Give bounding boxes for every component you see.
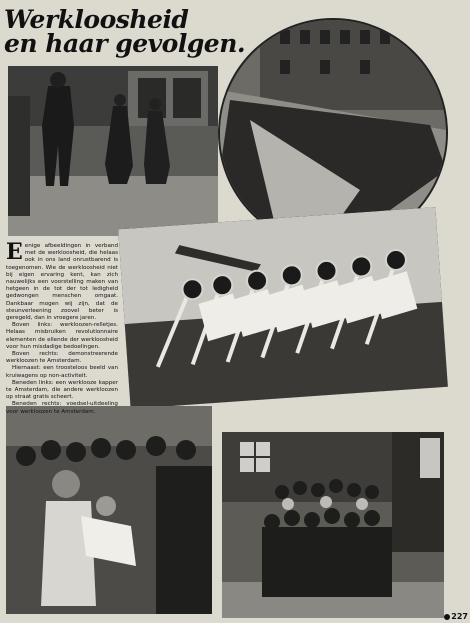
title-line-1: Werkloosheid bbox=[4, 5, 189, 34]
caption-bottom-right: Beneden rechts: voedsel-uitdeeling voor werkloozen te Amsterdam. bbox=[6, 401, 118, 415]
caption-top-left: Boven links: werkloozen-relletjes. Helaas misbruiken revolutionnaire elementen de ellende der werkloosheid voor hun misdadige bedoelingen. bbox=[6, 322, 118, 350]
caption-middle: Hiernaast: een troosteloos beeld van kruiwagens op non-activiteit. bbox=[6, 365, 118, 379]
filled-circle-icon bbox=[444, 614, 450, 620]
caption-bottom-left: Beneden links: een werklooze kapper te Amsterdam, die andere werkloozen op straat gratis scheert. bbox=[6, 379, 118, 401]
article-text bbox=[6, 239, 118, 416]
caption-top-right: Boven rechts: demonstreerende werkloozen te Amsterdam. bbox=[6, 351, 118, 365]
photo-food-distribution bbox=[222, 432, 444, 618]
title-line-2: en haar gevolgen. bbox=[4, 29, 246, 58]
photo-riots bbox=[8, 66, 218, 236]
page-number bbox=[444, 612, 468, 621]
page-title bbox=[4, 5, 274, 58]
article-intro bbox=[6, 239, 118, 322]
page-number-text: 227 bbox=[451, 612, 468, 621]
photo-barber bbox=[6, 406, 212, 614]
drop-cap: E bbox=[6, 239, 23, 265]
article-intro-text: enige afbeeldingen in verband met de werkloosheid, die helaas ook in ons land onrustbarend is toegenomen. Wie de werkloosheid niet bij eigen ervaring kent, kan zich nauwelijks een voorstelling maken van hetgeen in de tot der tot ledigheid gedwongen menschen omgaat. Dankbaar mogen wij zijn, dat de steunverleening zoovel beter is geregeld, dan in vroegere jaren. bbox=[6, 243, 118, 322]
photo-wheelbarrows bbox=[118, 207, 448, 409]
